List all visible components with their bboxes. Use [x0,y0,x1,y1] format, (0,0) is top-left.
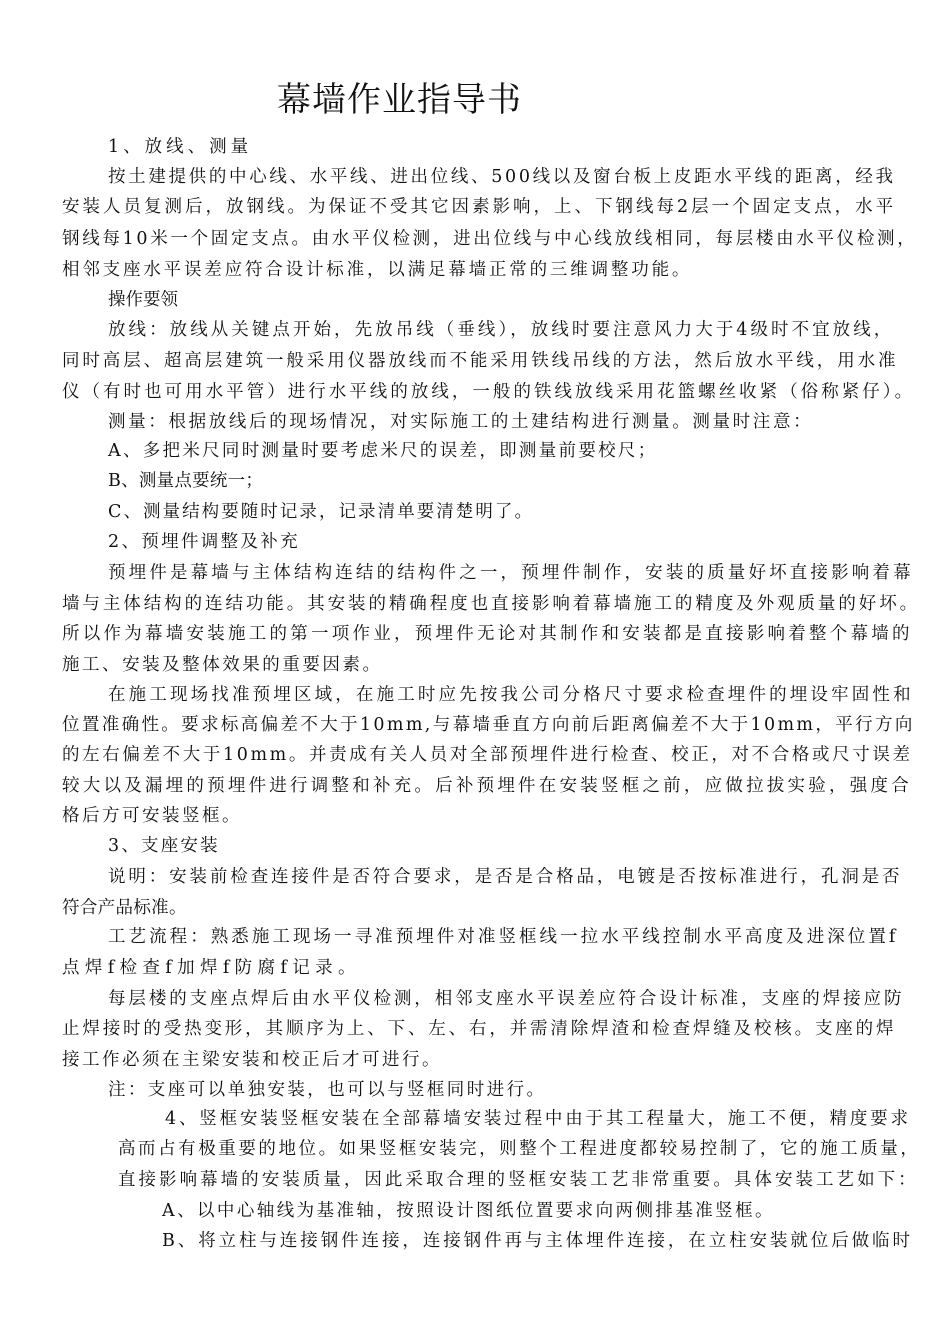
paragraph-line: 安装人员复测后，放钢线。为保证不受其它因素影响，上、下钢线每2层一个固定支点，水平 [62,197,897,217]
paragraph-line: 较大以及漏埋的预埋件进行调整和补充。后补预埋件在安装竖框之前，应做拉拔实验，强度合 [62,776,912,796]
paragraph-line: 施工、安装及整体效果的重要因素。 [62,655,383,675]
section-heading-3: 3、支座安装 [108,836,220,856]
paragraph-line: 位置准确性。要求标高偏差不大于10mm,与幕墙垂直方向前后距离偏差不大于10mm，平行方向 [62,715,915,735]
section-heading-4: 4、竖框安装竖框安装在全部幕墙安装过程中由于其工程量大，施工不便，精度要求 [165,1109,911,1129]
list-item-b: B、将立柱与连接钢件连接，连接钢件再与主体埋件连接，在立柱安装就位后做临时 [162,1231,913,1251]
process-flow-line: 点焊f检查f加焊f防腐f记录。 [62,958,361,978]
note-line: 注：支座可以单独安装，也可以与竖框同时进行。 [108,1080,547,1100]
paragraph-line: 放线：放线从关键点开始，先放吊线（垂线），放线时要注意风力大于4级时不宜放线， [108,320,895,340]
paragraph-line: 每层楼的支座点焊后由水平仪检测，相邻支座水平误差应符合设计标准，支座的焊接应防 [108,989,905,1009]
subheading-operation: 操作要领 [108,290,178,310]
paragraph-line: 相邻支座水平误差应符合设计标准，以满足幕墙正常的三维调整功能。 [62,260,693,280]
paragraph-line: 同时高层、超高层建筑一般采用仪器放线而不能采用铁线吊线的方法，然后放水平线，用水准 [62,351,899,371]
paragraph-line: 仪（有时也可用水平管）进行水平线的放线，一般的铁线放线采用花篮螺丝收紧（俗称紧仔）。 [62,382,916,402]
paragraph-line: 钢线每10米一个固定支点。由水平仪检测，进出位线与中心线放线相同，每层楼由水平仪检测， [62,229,918,249]
paragraph-line: 接工作必须在主梁安装和校正后才可进行。 [62,1050,442,1070]
paragraph-line: 测量：根据放线后的现场情况，对实际施工的土建结构进行测量。测量时注意： [108,412,814,432]
paragraph-line: 按土建提供的中心线、水平线、进出位线、500线以及窗台板上皮距水平线的距离，经我 [108,167,896,187]
paragraph-line: 说明：安装前检查连接件是否符合要求，是否是合格品，电镀是否按标准进行，孔洞是否 [108,867,903,887]
list-item-a: A、多把米尺同时测量时要考虑米尺的误差，即测量前要校尺； [108,441,658,461]
document-title: 幕墙作业指导书 [277,80,522,120]
paragraph-line: 止焊接时的受热变形，其顺序为上、下、左、右，并需清除焊渣和检查焊缝及校核。支座的焊 [62,1019,897,1039]
section-heading-1: 1、放线、测量 [108,137,253,157]
paragraph-line: 的左右偏差不大于10mm。并责成有关人员对全部预埋件进行检查、校正，对不合格或尺寸误差 [62,745,913,765]
paragraph-line: 格后方可安装竖框。 [62,806,242,826]
paragraph-line: 所以作为幕墙安装施工的第一项作业，预埋件无论对其制作和安装都是直接影响着整个幕墙的 [62,624,913,644]
section-heading-2: 2、预埋件调整及补充 [108,532,300,552]
paragraph-line: 墙与主体结构的连结功能。其安装的精确程度也直接影响着幕墙施工的精度及外观质量的好坏。 [62,594,921,614]
paragraph-line: 符合产品标准。 [62,898,187,918]
list-item-b: B、测量点要统一； [108,471,264,491]
process-flow-line: 工艺流程：熟悉施工现场一寻准预埋件对准竖框线一拉水平线控制水平高度及进深位置f [108,927,899,947]
paragraph-line: 高而占有极重要的地位。如果竖框安装完，则整个工程进度都较易控制了，它的施工质量， [118,1139,921,1159]
paragraph-line: 预埋件是幕墙与主体结构连结的结构件之一，预埋件制作，安装的质量好坏直接影响着幕 [108,563,914,583]
list-item-c: C、测量结构要随时记录，记录清单要清楚明了。 [108,502,534,522]
paragraph-line: 直接影响幕墙的安装质量，因此采取合理的竖框安装工艺非常重要。具体安装工艺如下： [118,1170,919,1190]
paragraph-line: 在施工现场找准预埋区域，在施工时应先按我公司分格尺寸要求检查埋件的埋设牢固性和 [108,685,914,705]
list-item-a: A、以中心轴线为基准轴，按照设计图纸位置要求向两侧排基准竖框。 [162,1201,775,1221]
